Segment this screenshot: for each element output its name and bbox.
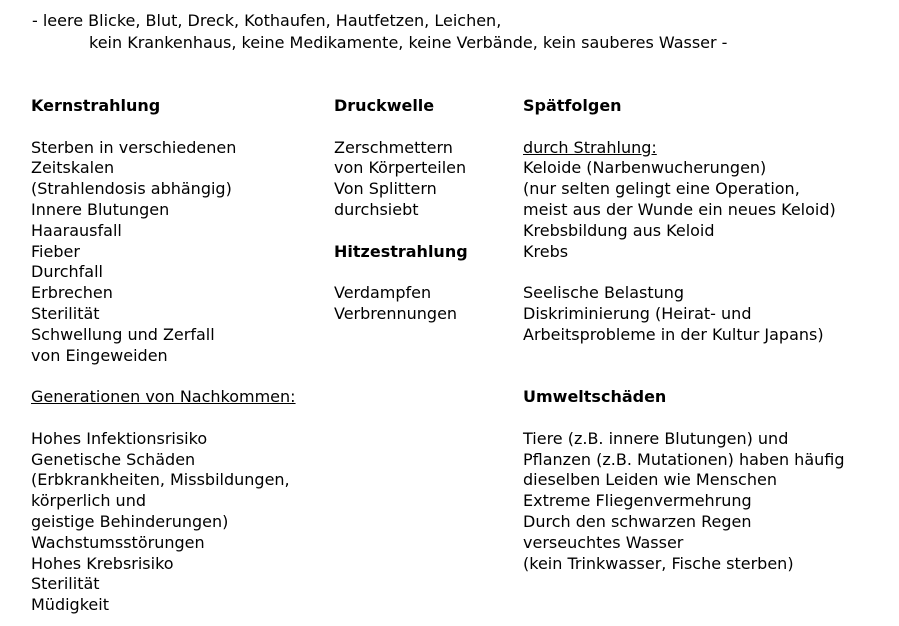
umweltschaeden-heading: Umweltschäden [523,387,667,407]
umweltschaeden-item: Durch den schwarzen Regen [523,511,752,531]
spacer [523,366,845,387]
umweltschaeden-item: Pflanzen (z.B. Mutationen) haben häufig [523,449,845,469]
druckwelle-item: Von Splittern [334,179,437,199]
spaetfolgen-item: Diskriminierung (Heirat- und [523,303,752,323]
kernstrahlung-item: von Eingeweiden [31,345,168,365]
druckwelle-item: von Körperteilen [334,158,467,178]
spacer [31,408,296,429]
nachkommen-item: geistige Behinderungen) [31,511,229,531]
spaetfolgen-item: meist aus der Wunde ein neues Keloid) [523,199,836,219]
hitzestrahlung-item: Verbrennungen [334,303,458,323]
umweltschaeden-item: Extreme Fliegenvermehrung [523,491,752,511]
nachkommen-item: Müdigkeit [31,595,109,615]
spaetfolgen-item: (nur selten gelingt eine Operation, [523,179,800,199]
druckwelle-item: Zerschmettern [334,137,453,157]
kernstrahlung-item: Zeitskalen [31,158,115,178]
umweltschaeden-item: verseuchtes Wasser [523,532,684,552]
spacer [523,408,845,429]
kernstrahlung-item: Haarausfall [31,220,122,240]
spaetfolgen-item: Seelische Belastung [523,283,685,303]
kernstrahlung-item: Schwellung und Zerfall [31,324,215,344]
kernstrahlung-item: Innere Blutungen [31,199,170,219]
umweltschaeden-item: Tiere (z.B. innere Blutungen) und [523,428,789,448]
nachkommen-item: Hohes Infektionsrisiko [31,428,208,448]
nachkommen-item: Sterilität [31,574,100,594]
nachkommen-item: Wachstumsstörungen [31,532,205,552]
nachkommen-item: Genetische Schäden [31,449,196,469]
spacer [31,366,296,387]
kernstrahlung-column [31,96,296,616]
intro-text [32,10,727,54]
spacer [334,262,468,283]
nachkommen-item: Hohes Krebsrisiko [31,553,174,573]
kernstrahlung-heading: Kernstrahlung [31,96,161,115]
spaetfolgen-item: Arbeitsprobleme in der Kultur Japans) [523,324,824,344]
spaetfolgen-column [523,96,845,574]
spaetfolgen-item: Krebs [523,241,569,261]
kernstrahlung-item: Fieber [31,241,80,261]
hitzestrahlung-heading: Hitzestrahlung [334,241,468,261]
umweltschaeden-item: dieselben Leiden wie Menschen [523,470,777,490]
intro-line-1: - leere Blicke, Blut, Dreck, Kothaufen, Hautfetzen, Leichen, [32,11,502,30]
druckwelle-item: durchsiebt [334,199,419,219]
spaetfolgen-item: Keloide (Narbenwucherungen) [523,158,767,178]
nachkommen-item: körperlich und [31,491,146,511]
intro-line-2: kein Krankenhaus, keine Medikamente, keine Verbände, kein sauberes Wasser - [89,33,728,52]
druckwelle-column [334,96,468,325]
kernstrahlung-item: (Strahlendosis abhängig) [31,179,232,199]
hitzestrahlung-item: Verdampfen [334,283,432,303]
spacer [523,262,845,283]
spacer [31,117,296,138]
nachkommen-heading: Generationen von Nachkommen: [31,387,296,407]
spacer [523,117,845,138]
druckwelle-heading: Druckwelle [334,96,435,115]
spacer [334,117,468,138]
nachkommen-item: (Erbkrankheiten, Missbildungen, [31,470,290,490]
kernstrahlung-item: Durchfall [31,262,103,282]
kernstrahlung-item: Sterben in verschiedenen [31,137,237,157]
umweltschaeden-item: (kein Trinkwasser, Fische sterben) [523,553,794,573]
spaetfolgen-item: Krebsbildung aus Keloid [523,220,715,240]
spacer [523,346,845,367]
kernstrahlung-item: Sterilität [31,303,100,323]
spaetfolgen-heading: Spätfolgen [523,96,622,115]
spacer [334,221,468,242]
strahlung-subheading: durch Strahlung: [523,137,657,157]
kernstrahlung-item: Erbrechen [31,283,113,303]
